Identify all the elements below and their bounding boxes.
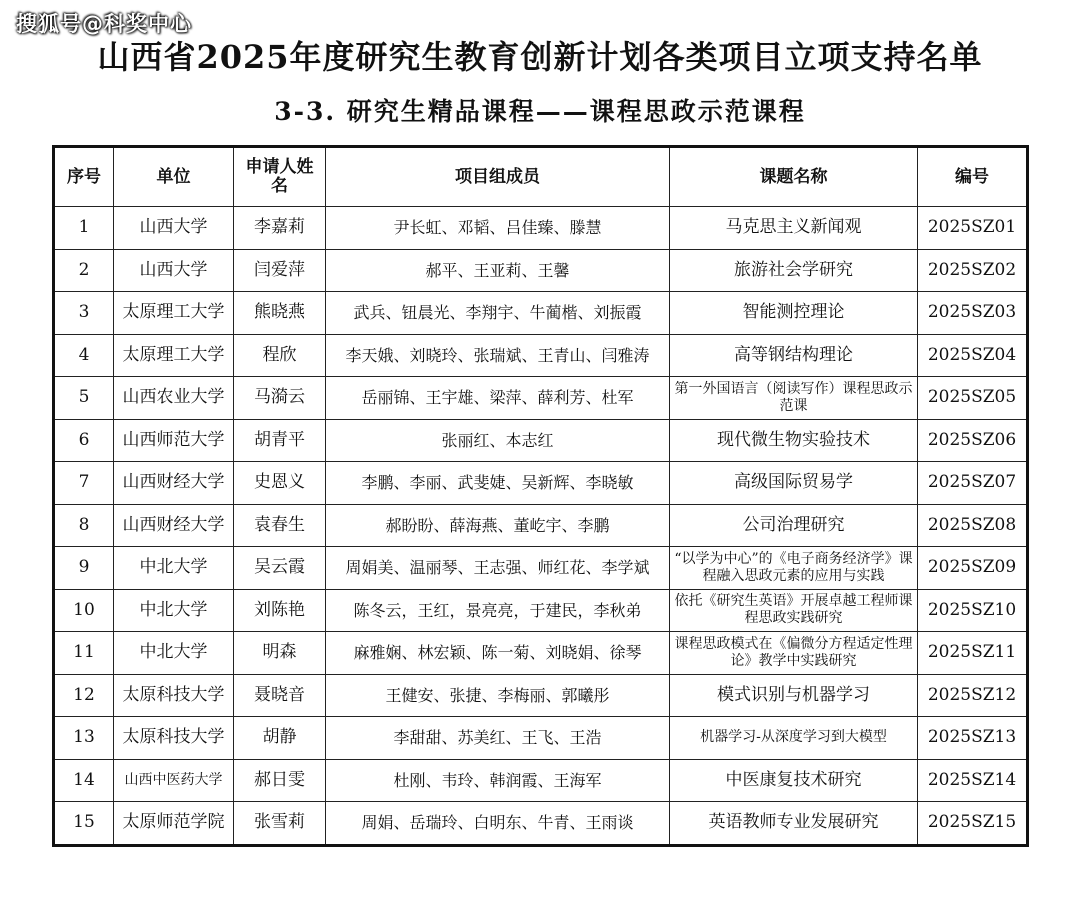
cell-members: 武兵、钮晨光、李翔宇、牛蔺楷、刘振霞 [326, 292, 670, 335]
table-row [54, 589, 1028, 632]
cell-topic: 高等钢结构理论 [670, 334, 918, 377]
table-row [54, 717, 1028, 760]
cell-id: 2025SZ09 [918, 547, 1028, 590]
cell-topic: 现代微生物实验技术 [670, 419, 918, 462]
cell-unit: 太原科技大学 [114, 717, 234, 760]
cell-members: 周娟、岳瑞玲、白明东、牛青、王雨谈 [326, 802, 670, 846]
cell-members: 周娟美、温丽琴、王志强、师红花、李学斌 [326, 547, 670, 590]
cell-members: 岳丽锦、王宇雄、梁萍、薛利芳、杜军 [326, 377, 670, 420]
cell-members: 麻雅娴、林宏颖、陈一菊、刘晓娟、徐琴 [326, 632, 670, 675]
table-row [54, 674, 1028, 717]
cell-topic: 旅游社会学研究 [670, 249, 918, 292]
header-topic: 课题名称 [670, 147, 918, 207]
table-header-row [54, 147, 1028, 207]
cell-applicant: 程欣 [234, 334, 326, 377]
cell-applicant: 吴云霞 [234, 547, 326, 590]
table-row [54, 249, 1028, 292]
cell-id: 2025SZ04 [918, 334, 1028, 377]
cell-id: 2025SZ06 [918, 419, 1028, 462]
cell-no: 1 [54, 207, 114, 250]
table-row [54, 802, 1028, 846]
cell-id: 2025SZ08 [918, 504, 1028, 547]
cell-applicant: 聂晓音 [234, 674, 326, 717]
cell-applicant: 明森 [234, 632, 326, 675]
cell-topic: “以学为中心”的《电子商务经济学》课程融入思政元素的应用与实践 [670, 547, 918, 590]
cell-unit: 太原理工大学 [114, 292, 234, 335]
table-row [54, 759, 1028, 802]
cell-applicant: 李嘉莉 [234, 207, 326, 250]
cell-no: 3 [54, 292, 114, 335]
cell-members: 郝盼盼、薛海燕、董屹宇、李鹏 [326, 504, 670, 547]
cell-applicant: 张雪莉 [234, 802, 326, 846]
cell-no: 14 [54, 759, 114, 802]
cell-unit: 太原师范学院 [114, 802, 234, 846]
cell-id: 2025SZ05 [918, 377, 1028, 420]
watermark: 搜狐号@科奖中心 [16, 12, 192, 36]
table-row [54, 377, 1028, 420]
cell-topic: 公司治理研究 [670, 504, 918, 547]
cell-applicant: 闫爱萍 [234, 249, 326, 292]
cell-unit: 山西大学 [114, 249, 234, 292]
table-row [54, 504, 1028, 547]
cell-unit: 山西师范大学 [114, 419, 234, 462]
cell-applicant: 熊晓燕 [234, 292, 326, 335]
header-id: 编号 [918, 147, 1028, 207]
cell-no: 13 [54, 717, 114, 760]
table-body [54, 207, 1028, 846]
cell-topic: 英语教师专业发展研究 [670, 802, 918, 846]
cell-members: 张丽红、本志红 [326, 419, 670, 462]
cell-id: 2025SZ12 [918, 674, 1028, 717]
cell-no: 6 [54, 419, 114, 462]
cell-no: 5 [54, 377, 114, 420]
cell-topic: 机器学习-从深度学习到大模型 [670, 717, 918, 760]
page-title: 山西省2025年度研究生教育创新计划各类项目立项支持名单 [97, 38, 983, 76]
cell-members: 李鹏、李丽、武斐婕、吴新辉、李晓敏 [326, 462, 670, 505]
cell-id: 2025SZ11 [918, 632, 1028, 675]
cell-unit: 太原理工大学 [114, 334, 234, 377]
cell-no: 4 [54, 334, 114, 377]
header-unit: 单位 [114, 147, 234, 207]
cell-members: 尹长虹、邓韬、吕佳臻、滕慧 [326, 207, 670, 250]
cell-applicant: 郝日雯 [234, 759, 326, 802]
cell-unit: 山西财经大学 [114, 462, 234, 505]
cell-id: 2025SZ02 [918, 249, 1028, 292]
cell-no: 10 [54, 589, 114, 632]
table-row [54, 292, 1028, 335]
table-row [54, 462, 1028, 505]
cell-no: 8 [54, 504, 114, 547]
page-subtitle: 3-3. 研究生精品课程——课程思政示范课程 [274, 97, 806, 126]
cell-applicant: 史恩义 [234, 462, 326, 505]
cell-unit: 山西大学 [114, 207, 234, 250]
cell-unit: 中北大学 [114, 632, 234, 675]
cell-topic: 第一外国语言（阅读写作）课程思政示范课 [670, 377, 918, 420]
cell-no: 7 [54, 462, 114, 505]
cell-members: 王健安、张捷、李梅丽、郭曦彤 [326, 674, 670, 717]
cell-members: 李甜甜、苏美红、王飞、王浩 [326, 717, 670, 760]
cell-topic: 马克思主义新闻观 [670, 207, 918, 250]
cell-id: 2025SZ14 [918, 759, 1028, 802]
cell-id: 2025SZ13 [918, 717, 1028, 760]
cell-topic: 智能测控理论 [670, 292, 918, 335]
cell-members: 杜刚、韦玲、韩润霞、王海军 [326, 759, 670, 802]
cell-no: 2 [54, 249, 114, 292]
cell-members: 陈冬云，王红，景亮亮，于建民，李秋弟 [326, 589, 670, 632]
cell-no: 11 [54, 632, 114, 675]
header-applicant: 申请人姓名 [234, 147, 326, 207]
table-row [54, 334, 1028, 377]
cell-applicant: 刘陈艳 [234, 589, 326, 632]
cell-applicant: 马漪云 [234, 377, 326, 420]
cell-topic: 中医康复技术研究 [670, 759, 918, 802]
cell-no: 12 [54, 674, 114, 717]
header-no: 序号 [54, 147, 114, 207]
table-row [54, 207, 1028, 250]
cell-members: 李天娥、刘晓玲、张瑞斌、王青山、闫雅涛 [326, 334, 670, 377]
cell-id: 2025SZ10 [918, 589, 1028, 632]
table-row [54, 547, 1028, 590]
cell-applicant: 袁春生 [234, 504, 326, 547]
cell-no: 15 [54, 802, 114, 846]
table-row [54, 419, 1028, 462]
cell-unit: 太原科技大学 [114, 674, 234, 717]
project-table [52, 145, 1029, 847]
cell-topic: 依托《研究生英语》开展卓越工程师课程思政实践研究 [670, 589, 918, 632]
table-row [54, 632, 1028, 675]
cell-applicant: 胡静 [234, 717, 326, 760]
cell-id: 2025SZ15 [918, 802, 1028, 846]
cell-unit: 山西农业大学 [114, 377, 234, 420]
cell-id: 2025SZ07 [918, 462, 1028, 505]
cell-applicant: 胡青平 [234, 419, 326, 462]
cell-topic: 模式识别与机器学习 [670, 674, 918, 717]
header-members: 项目组成员 [326, 147, 670, 207]
cell-unit: 中北大学 [114, 547, 234, 590]
cell-unit: 山西财经大学 [114, 504, 234, 547]
cell-id: 2025SZ01 [918, 207, 1028, 250]
cell-id: 2025SZ03 [918, 292, 1028, 335]
cell-no: 9 [54, 547, 114, 590]
cell-topic: 课程思政模式在《偏微分方程适定性理论》教学中实践研究 [670, 632, 918, 675]
cell-members: 郝平、王亚莉、王馨 [326, 249, 670, 292]
cell-unit: 中北大学 [114, 589, 234, 632]
cell-topic: 高级国际贸易学 [670, 462, 918, 505]
cell-unit: 山西中医药大学 [114, 759, 234, 802]
